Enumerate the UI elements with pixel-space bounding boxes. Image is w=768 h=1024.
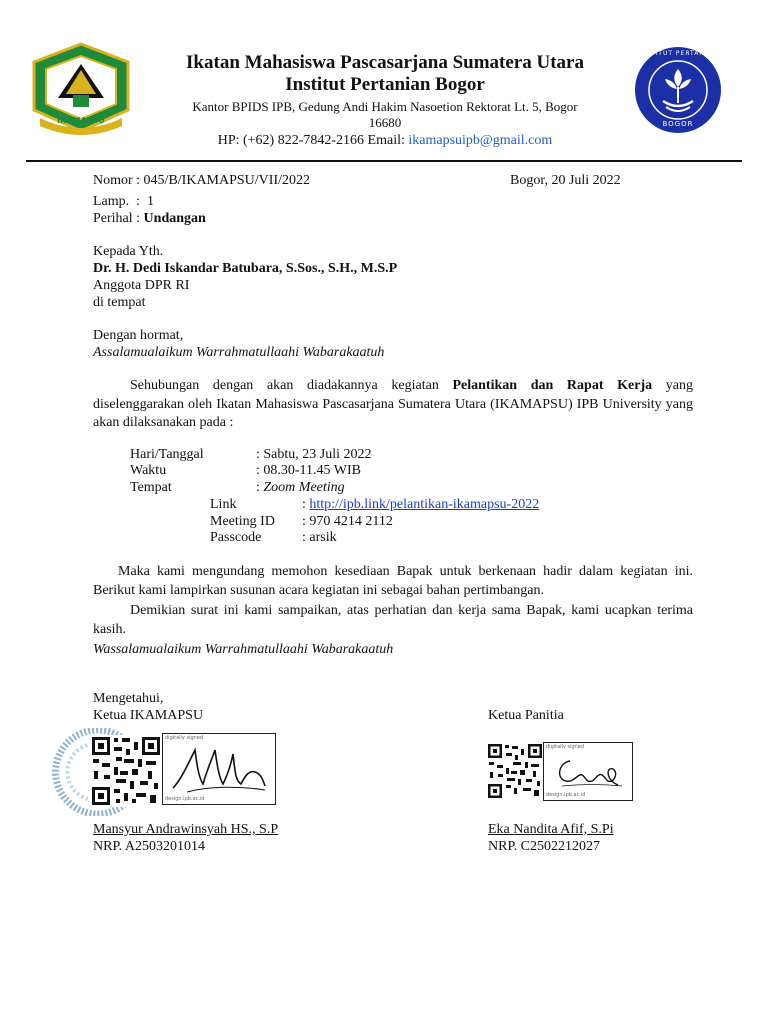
link-colon: : — [302, 497, 310, 512]
recipient-place: di tempat — [93, 295, 146, 310]
address-line-1: Kantor BPIDS IPB, Gedung Andi Hakim Nasoetion Rektorat Lt. 5, Bogor — [192, 99, 578, 114]
letter-number: Nomor : 045/B/IKAMAPSU/VII/2022 — [93, 173, 311, 188]
letter-attachment: Lamp. : 1 — [93, 194, 155, 209]
letter-date: Bogor, 20 Juli 2022 — [510, 173, 621, 188]
subject-value: Undangan — [143, 211, 206, 226]
left-stamp-caption-bottom: design.ipb.ac.id — [165, 796, 205, 802]
event-date-label: Hari/Tanggal — [130, 447, 204, 462]
greeting: Dengan hormat, — [93, 328, 184, 343]
right-stamp-caption-bottom: design.ipb.ac.id — [546, 792, 586, 798]
acknowledged-label: Mengetahui, — [93, 691, 164, 706]
left-stamp-caption-top: digitally signed — [165, 735, 204, 741]
body-paragraph-3: Demikian surat ini kami sampaikan, atas perhatian dan kerja sama Bapak, kami ucapkan terima kasih. — [93, 603, 693, 637]
ikamapsu-logo — [26, 40, 136, 135]
event-name: Pelantikan dan Rapat Kerja — [452, 378, 653, 393]
zoom-link-label: Link — [210, 497, 237, 512]
p1-text-before: Sehubungan dengan akan diadakannya kegiatan — [130, 378, 453, 393]
right-stamp-caption-top: digitally signed — [546, 744, 585, 750]
event-time-label: Waktu — [130, 463, 167, 478]
email-link[interactable]: ikamapsuipb@gmail.com — [408, 133, 553, 148]
left-qr-code — [90, 735, 162, 807]
contact-line — [140, 133, 630, 149]
left-signer-nrp: NRP. A2503201014 — [93, 839, 206, 854]
event-date-value: : Sabtu, 23 Juli 2022 — [256, 447, 372, 462]
place-colon: : — [256, 480, 264, 495]
right-signer-name: Eka Nandita Afif, S.Pi — [488, 822, 614, 837]
right-handwritten-signature — [552, 753, 626, 791]
passcode-label: Passcode — [210, 530, 262, 545]
org-subtitle: Institut Pertanian Bogor — [285, 74, 485, 95]
ipb-logo-bottom-text: BOGOR — [662, 120, 694, 128]
p1-text-after: yang diselenggarakan oleh Ikatan Mahasiswa Pascasarjana Sumatera Utara (IKAMAPSU) IPB University yang akan dilaksanakan pada : — [93, 378, 693, 430]
address-line-2: 16680 — [368, 115, 402, 130]
left-signer-title: Ketua IKAMAPSU — [93, 708, 204, 723]
ikamapsu-logo-text: IKAMAPSU — [57, 116, 105, 125]
left-handwritten-signature — [169, 740, 269, 798]
body-paragraph-1 — [93, 377, 693, 433]
body-paragraph-2: Maka kami mengundang memohon kesediaan Bapak untuk berkenaan hadir dalam kegiatan ini. Berikut kami lampirkan susunan acara kegiatan ini sebagai bahan pertimbangan. — [93, 564, 693, 598]
ipb-logo — [633, 45, 723, 135]
meeting-id-value: : 970 4214 2112 — [302, 514, 393, 529]
right-signer-title: Ketua Panitia — [488, 708, 564, 723]
salam-opening: Assalamualaikum Warrahmatullaahi Wabarakaatuh — [93, 345, 385, 360]
zoom-link — [302, 496, 539, 514]
recipient-name: Dr. H. Dedi Iskandar Batubara, S.Sos., S.H., M.S.P — [93, 261, 398, 276]
recipient-position: Anggota DPR RI — [93, 278, 190, 293]
recipient-salutation: Kepada Yth. — [93, 244, 164, 259]
right-qr-code — [487, 743, 543, 799]
right-signer-nrp: NRP. C2502212027 — [488, 839, 601, 854]
event-time-value: : 08.30-11.45 WIB — [256, 463, 361, 478]
org-title: Ikatan Mahasiswa Pascasarjana Sumatera Utara — [186, 52, 584, 73]
zoom-link-url[interactable]: http://ipb.link/pelantikan-ikamapsu-2022 — [309, 497, 540, 512]
passcode-value: : arsik — [302, 530, 337, 545]
event-place-value — [256, 479, 345, 497]
letter-subject — [93, 210, 206, 228]
subject-label: Perihal : — [93, 211, 144, 226]
ipb-logo-ring-text: INSTITUT PERTANIAN — [637, 50, 719, 57]
left-signature-box — [162, 733, 276, 805]
place-text: Zoom Meeting — [263, 480, 345, 495]
left-signer-name: Mansyur Andrawinsyah HS., S.P — [93, 822, 279, 837]
right-signature-box — [543, 742, 633, 801]
event-place-label: Tempat — [130, 480, 172, 495]
phone-text: HP: (+62) 822-7842-2166 Email: — [217, 133, 409, 148]
salam-closing: Wassalamualaikum Warrahmatullaahi Wabarakaatuh — [93, 642, 394, 657]
meeting-id-label: Meeting ID — [210, 514, 275, 529]
header-divider — [26, 160, 742, 162]
